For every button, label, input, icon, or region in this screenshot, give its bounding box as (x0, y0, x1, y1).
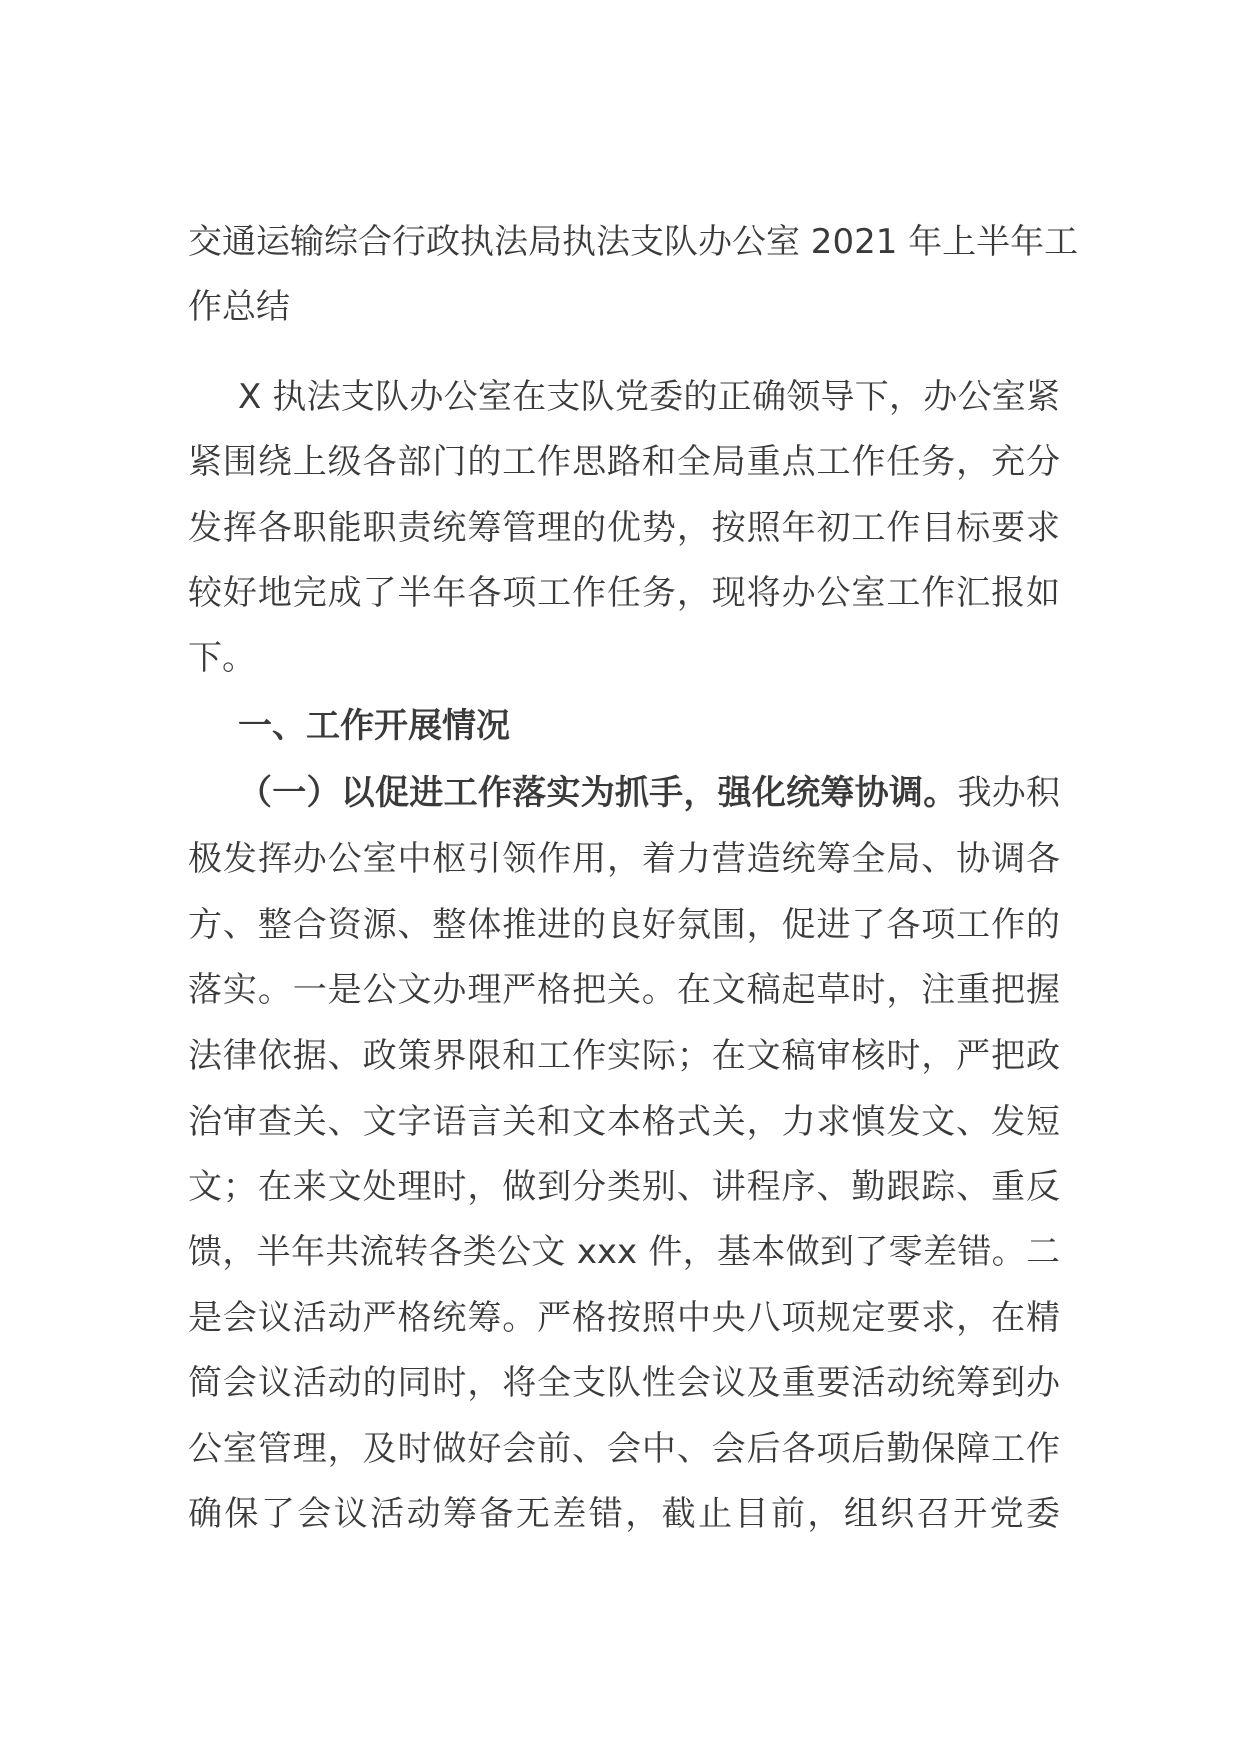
document-title-line-1: 交通运输综合行政执法局执法支队办公室 2021 年上半年工 (188, 222, 1079, 262)
subsection-bold-lead: （一）以促进工作落实为抓手，强化统筹协调。 (238, 773, 958, 813)
body-line: 落实。一是公文办理严格把关。在文稿起草时，注重把握 (188, 970, 1060, 1010)
body-line: 确保了会议活动筹备无差错，截止目前，组织召开党委 (188, 1494, 1060, 1534)
intro-paragraph-line: 较好地完成了半年各项工作任务，现将办公室工作汇报如 (188, 573, 1060, 613)
intro-paragraph-line: 下。 (188, 638, 256, 678)
document-title-line-2: 作总结 (188, 287, 290, 327)
subsection-lead-rest: 我办积 (957, 773, 1061, 813)
intro-paragraph-line: 紧围绕上级各部门的工作思路和全局重点工作任务，充分 (188, 442, 1060, 482)
body-line: 馈，半年共流转各类公文 xxx 件，基本做到了零差错。二 (188, 1232, 1060, 1272)
body-line: 极发挥办公室中枢引领作用，着力营造统筹全局、协调各 (188, 839, 1060, 879)
intro-paragraph-line: X 执法支队办公室在支队党委的正确领导下，办公室紧 (238, 377, 1060, 417)
body-line: 是会议活动严格统筹。严格按照中央八项规定要求，在精 (188, 1298, 1060, 1338)
subsection-first-line (188, 773, 1060, 813)
section-heading: 一、工作开展情况 (238, 706, 510, 746)
body-line: 文；在来文处理时，做到分类别、讲程序、勤跟踪、重反 (188, 1167, 1060, 1207)
body-line: 治审查关、文字语言关和文本格式关，力求慎发文、发短 (188, 1102, 1060, 1142)
body-line: 公室管理，及时做好会前、会中、会后各项后勤保障工作 (188, 1429, 1060, 1469)
intro-paragraph-line: 发挥各职能职责统筹管理的优势，按照年初工作目标要求 (188, 508, 1060, 548)
body-line: 方、整合资源、整体推进的良好氛围，促进了各项工作的 (188, 905, 1060, 945)
body-line: 法律依据、政策界限和工作实际；在文稿审核时，严把政 (188, 1036, 1060, 1076)
body-line: 简会议活动的同时，将全支队性会议及重要活动统筹到办 (188, 1363, 1060, 1403)
